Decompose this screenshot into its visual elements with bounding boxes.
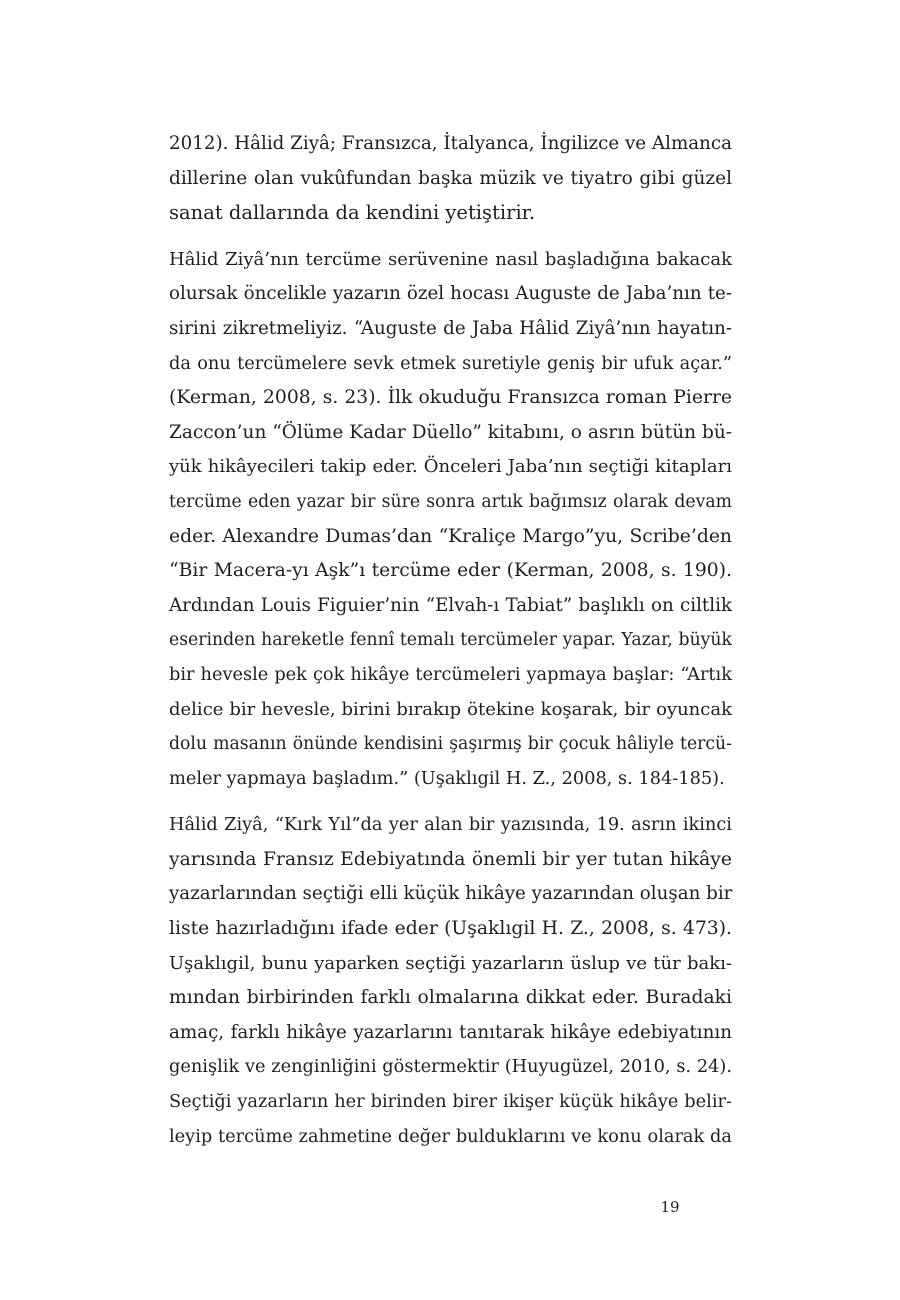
text-line: Uşaklıgil, bunu yaparken seçtiği yazarların üslup ve tür bakı- bbox=[169, 952, 732, 974]
text-line: eder. Alexandre Dumas’dan “Kraliçe Margo”yu, Scribe’den bbox=[169, 525, 732, 547]
text-line: eserinden hareketle fennî temalı tercümeler yapar. Yazar, büyük bbox=[169, 630, 732, 651]
text-line: sanat dallarında da kendini yetiştirir. bbox=[169, 201, 536, 225]
page-number: 19 bbox=[660, 1198, 680, 1216]
paragraph-3 bbox=[169, 808, 732, 1154]
text-line: meler yapmaya başladım.” (Uşaklıgil H. Z., 2008, s. 184-185). bbox=[169, 768, 725, 789]
text-line: Hâlid Ziyâ’nın tercüme serüvenine nasıl başladığına bakacak bbox=[169, 248, 732, 270]
text-line: delice bir hevesle, birini bırakıp ötekine koşarak, bir oyuncak bbox=[169, 698, 732, 720]
text-line: “Bir Macera-yı Aşk”ı tercüme eder (Kerman, 2008, s. 190). bbox=[169, 560, 732, 582]
text-line: Ardından Louis Figuier’nin “Elvah-ı Tabiat” başlıklı on ciltlik bbox=[169, 594, 732, 616]
paragraph-1 bbox=[169, 127, 732, 231]
text-line: dolu masanın önünde kendisini şaşırmış bir çocuk hâliyle tercü- bbox=[169, 734, 732, 755]
text-line: tercüme eden yazar bir süre sonra artık bağımsız olarak devam bbox=[169, 491, 732, 512]
text-line: liste hazırladığını ifade eder (Uşaklıgil H. Z., 2008, s. 473). bbox=[169, 918, 732, 940]
text-line: olursak öncelikle yazarın özel hocası Auguste de Jaba’nın te- bbox=[169, 283, 732, 305]
text-line: leyip tercüme zahmetine değer bulduklarını ve konu olarak da bbox=[169, 1126, 732, 1147]
text-line: yazarlarından seçtiği elli küçük hikâye yazarından oluşan bir bbox=[169, 883, 733, 905]
text-line: da onu tercümelere sevk etmek suretiyle geniş bir ufuk açar.” bbox=[169, 353, 732, 374]
text-line: 2012). Hâlid Ziyâ; Fransızca, İtalyanca, İngilizce ve Almanca bbox=[169, 133, 732, 154]
text-line: Zaccon’un “Ölüme Kadar Düello” kitabını, o asrın bütün bü- bbox=[169, 421, 732, 443]
text-line: bir hevesle pek çok hikâye tercümeleri yapmaya başlar: “Artık bbox=[169, 664, 732, 685]
paragraph-2 bbox=[169, 243, 732, 797]
text-line: (Kerman, 2008, s. 23). İlk okuduğu Fransızca roman Pierre bbox=[169, 387, 732, 409]
body-text bbox=[169, 127, 732, 1166]
text-line: sirini zikretmeliyiz. “Auguste de Jaba Hâlid Ziyâ’nın hayatın- bbox=[169, 317, 732, 339]
text-line: yük hikâyecileri takip eder. Önceleri Jaba’nın seçtiği kitapları bbox=[169, 456, 732, 478]
text-line: yarısında Fransız Edebiyatında önemli bir yer tutan hikâye bbox=[169, 848, 732, 870]
text-line: dillerine olan vukûfundan başka müzik ve tiyatro gibi güzel bbox=[169, 167, 732, 189]
text-line: Seçtiği yazarların her birinden birer ikişer küçük hikâye belir- bbox=[169, 1092, 732, 1113]
text-line: amaç, farklı hikâye yazarlarını tanıtarak hikâye edebiyatının bbox=[169, 1021, 732, 1043]
text-line: mından birbirinden farklı olmalarına dikkat eder. Buradaki bbox=[169, 987, 732, 1009]
text-line: genişlik ve zenginliğini göstermektir (Huyugüzel, 2010, s. 24). bbox=[169, 1057, 732, 1078]
text-line: Hâlid Ziyâ, “Kırk Yıl”da yer alan bir yazısında, 19. asrın ikinci bbox=[169, 815, 732, 836]
